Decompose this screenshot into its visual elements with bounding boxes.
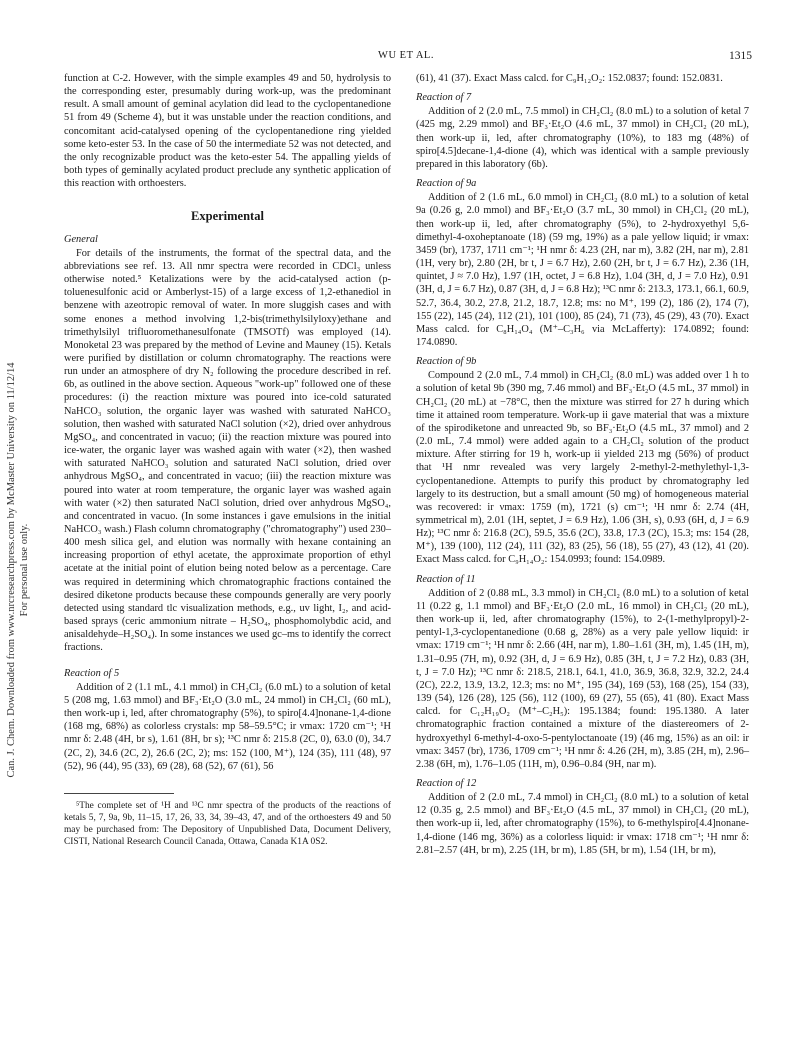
watermark-text	[5, 362, 31, 777]
reaction-5-continued: (61), 41 (37). Exact Mass calcd. for C₉H₁₂O₂: 152.0837; found: 152.0831.	[416, 73, 723, 84]
subhead-general: General	[64, 233, 98, 245]
footnote: ⁵The complete set of ¹H and ¹³C nmr spectra of the products of the reactions of ketals 5, 7, 9a, 9b, 11–15, 17, 26, 33, 34, 39–43, 47, and of the orthoesters 49 and 50 may be purchased from: The Depository of Unpublished Data, Document Delivery, CISTI, National Research Council Canada, Ottawa, Canada K1A 0S2.	[64, 800, 391, 847]
intro-paragraph: function at C-2. However, with the simple examples 49 and 50, hydrolysis to the corresponding ester, presumably during work-up, was the predominant result. A small amount of geminal acylation did lead to the cyclopentanedione 51 from 49 (Scheme 4), but it was unstable under the reaction conditions, and concomitant acid-catalysed opening of the cyclopentanedione ring yielded some keto-ester 53. In the case of 50 the intermediate 52 was not detected, and the only recognizable product was the keto-ester 54. The appalling yields of both types of geminally acylated product preclude any synthetic application of this reaction with orthoesters.	[64, 73, 391, 190]
right-column	[416, 72, 749, 857]
left-column	[64, 72, 391, 848]
section-title-experimental: Experimental	[191, 209, 264, 224]
watermark-line-2: For personal use only.	[19, 523, 30, 617]
running-title: WU ET AL.	[378, 50, 434, 61]
reaction-9b-paragraph: Compound 2 (2.0 mL, 7.4 mmol) in CH₂Cl₂ (8.0 mL) was added over 1 h to a solution of ketal 9b (390 mg, 7.46 mmol) and BF₃·Et₂O (4.5 mL, 37 mmol) in CH₂Cl₂ (20 mL) at −78°C, then the mixture was stirred for 27 h during which time it attained room temperature. Work-up ii gave material that was a mixture of the spirodiketone and unreacted 9b, so BF₃·Et₂O (4.5 mL, 37 mmol) and 2 (2.0 mL, 7.4 mmol) were added again to a CH₂Cl₂ solution of the product mixture. After stirring for 19 h, work-up ii yielded 213 mg (56%) of product that ¹H nmr revealed was very largely 2-methyl-2-methylethyl-1,3-cyclopentanedione. Attempts to purify this product by chromatography led largely to its destruction, but a small amount (50 mg) of homogeneous material was recovered: ir νmax: 1759 (m), 1721 (s) cm⁻¹; ¹H nmr δ: 2.74 (4H, symmetrical m), 2.01 (1H, septet, J = 6.9 Hz), 1.06 (3H, s), 0.93 (6H, d, J = 6.9 Hz); ¹³C nmr δ: 216.8 (2C), 59.5, 35.6 (2C), 33.8, 17.3 (2C), 15.3; ms: 154 (28, M⁺), 139 (100), 112 (24), 111 (32), 83 (25), 56 (18), 55 (27), 43 (12), 41 (20). Exact Mass calcd. for C₉H₁₄O₂: 154.0993; found: 154.0989.	[416, 370, 749, 566]
reaction-7-paragraph: Addition of 2 (2.0 mL, 7.5 mmol) in CH₂Cl₂ (8.0 mL) to a solution of ketal 7 (425 mg, 2.29 mmol) and BF₃·Et₂O (4.6 mL, 37 mmol) in CH₂Cl₂ (20 mL), then work-up ii, led, after chromatography (10%), to 183 mg (48%) of spiro[4.5]decane-1,4-dione (4), which was identical with a sample previously prepared in this laboratory (6b).	[416, 106, 749, 170]
subhead-reaction-12: Reaction of 12	[416, 777, 477, 789]
subhead-reaction-5: Reaction of 5	[64, 667, 120, 679]
watermark-line-1: Can. J. Chem. Downloaded from www.nrcresearchpress.com by McMaster University on 11/12/14	[6, 362, 17, 778]
running-head	[0, 50, 812, 64]
subhead-reaction-9b: Reaction of 9b	[416, 356, 477, 368]
page-number: 1315	[729, 50, 752, 62]
subhead-reaction-7: Reaction of 7	[416, 92, 472, 104]
reaction-11-paragraph: Addition of 2 (0.88 mL, 3.3 mmol) in CH₂Cl₂ (8.0 mL) to a solution of ketal 11 (0.22 g, 1.1 mmol) and BF₃·Et₂O (2.0 mL, 16 mmol) in CH₂Cl₂ (20 mL), then work-up ii, led, after chromatography (15%), to 2-(1-methylpropyl)-2-pentyl-1,3-cyclopentanedione (0.68 g, 28%) as a very pale yellow liquid: ir νmax: 1719 cm⁻¹; ¹H nmr δ: 2.66 (4H, nar m), 1.80–1.61 (3H, m), 1.45 (1H, m), 1.31–0.95 (7H, m), 0.92 (3H, d, J = 6.9 Hz), 0.85 (3H, t, J = 7.2 Hz), 0.83 (3H, t, J = 7.0 Hz); ¹³C nmr δ: 218.5, 218.1, 64.1, 41.0, 36.9, 36.8, 32.9, 32.2, 24.4 (2C), 22.2, 13.9, 13.2, 12.3; ms: no M⁺, 195 (34), 169 (53), 168 (25), 154 (33), 139 (54), 126 (28), 125 (56), 112 (100), 69 (27), 55 (65), 41 (80). Exact Mass calcd. for C₁₂H₁₉O₂ (M⁺–C₂H₅): 195.1384; found: 195.1380. A later chromatographic fraction contained a mixture of the diastereomers of 2-hydroxyethyl 6-methyl-4-oxo-5-pentyloctanoate (19) (46 mg, 15%) as an oil: ir νmax: 3457 (br), 1736, 1709 cm⁻¹; ¹H nmr δ: 4.26 (2H, m), 3.85 (2H, m), 2.96–2.38 (6H, m), 1.76–1.05 (11H, m), 0.96–0.84 (9H, nar m).	[416, 587, 749, 770]
reaction-5-paragraph: Addition of 2 (1.1 mL, 4.1 mmol) in CH₂Cl₂ (6.0 mL) to a solution of ketal 5 (208 mg, 1.63 mmol) and BF₃·Et₂O (3.0 mL, 24 mmol) in CH₂Cl₂ (60 mL), then work-up i, led, after chromatography (5%), to spiro[4.4]nonane-1,4-dione (168 mg, 68%) as colorless crystals: mp 58–59.5°C; ir νmax: 1720 cm⁻¹; ¹H nmr δ: 2.48 (4H, br s), 1.61 (8H, br s); ¹³C nmr δ: 215.8 (2C, 0), 63.0 (0), 34.7 (2C, 2), 34.6 (2C, 2), 26.6 (2C, 2); ms: 152 (100, M⁺), 124 (35), 111 (48), 97 (52), 96 (44), 95 (33), 69 (28), 68 (52), 67 (61), 56	[64, 681, 391, 772]
reaction-12-paragraph: Addition of 2 (2.0 mL, 7.4 mmol) in CH₂Cl₂ (8.0 mL) to a solution of ketal 12 (0.35 g, 2.5 mmol) and BF₃·Et₂O (4.5 mL, 37 mmol) in CH₂Cl₂ (20 mL), then work-up ii, led, after chromatography (15%), to 6-methylspiro[4.4]nonane-1,4-dione (146 mg, 36%) as a colorless liquid: ir νmax: 1718 cm⁻¹; ¹H nmr δ: 2.81–2.57 (4H, br m), 2.25 (1H, br m), 1.85 (5H, br m), 1.54 (1H, br m),	[416, 792, 749, 856]
subhead-reaction-9a: Reaction of 9a	[416, 178, 477, 190]
general-paragraph: For details of the instruments, the format of the spectral data, and the abbreviations see ref. 13. All nmr spectra were recorded in CDCl₃ unless otherwise noted.⁵ Ketalizations were by the acid-catalysed action (p-toluenesulfonic acid or Amberlyst-15) of a large excess of 1,2-ethanediol in benzene with azeotropic removal of water. In more sluggish cases and with some enones a method involving 1,2-bis(trimethylsilyloxy)ethane and trimethylsilyl trifluoromethanesulfonate (TMSOTf) was employed (14). Monoketal 23 was prepared by the method of Levine and Mauney (15). Ketals were purified by distillation or column chromatography. The reactions were run under an atmosphere of dry N₂ following the procedure described in ref. 6b, as outlined in the above section. Aqueous "work-up" followed one of these procedures: (i) the reaction mixture was poured into ice-cold saturated NaHCO₃ solution, the organic layer was washed with saturated NaHCO₃ solution, then washed with saturated NaCl solution (×2), dried over anhydrous MgSO₄, and concentrated in vacuo; (ii) the reaction mixture was poured into ice-water, the organic layer was washed again with water (×2), then washed with saturated NaHCO₃ solution and saturated NaCl solution, dried over anhydrous MgSO₄, and concentrated in vacuo; (iii) the reaction mixture was poured into water at room temperature, the organic layer was washed again with water (×2) then saturated NaCl solution, dried over anhydrous MgSO₄, and concentrated in vacuo. (In some instances i gave emulsions in the initial NaHCO₃ wash.) Flash column chromatography ("chromatography") used 230–400 mesh silica gel, and elution was normally with hexane containing an increasing proportion of ethyl acetate, the approximate proportion of ethyl acetate at the initial point of elution being noted below as a percentage. Care was required in determining which chromatographic fractions contained the desired diketone products because these compounds generally are very poorly detected using standard tlc visualization methods, e.g., uv light, I₂, and acid-based sprays (ceric ammonium nitrate – H₂SO₄, phosphomolybdic acid, and anisaldehyde–H₂SO₄). In some instances we used gc–ms to identify the correct fractions.	[64, 247, 391, 654]
subhead-reaction-11: Reaction of 11	[416, 573, 476, 585]
footnote-divider	[64, 793, 174, 794]
reaction-9a-paragraph: Addition of 2 (1.6 mL, 6.0 mmol) in CH₂Cl₂ (8.0 mL) to a solution of ketal 9a (0.26 g, 2.0 mmol) and BF₃·Et₂O (3.7 mL, 30 mmol) in CH₂Cl₂ (20 mL), then work-up ii, led, after chromatography (5%), to 2-hydroxyethyl 5,6-dimethyl-4-oxoheptanoate (18) (59 mg, 19%) as a pale yellow liquid; ir νmax: 3459 (br), 1737, 1711 cm⁻¹; ¹H nmr δ: 4.23 (2H, nar m), 3.82 (2H, nar m), 2.81 (1H, very br), 2.80 (2H, br t, J = 6.7 Hz), 2.60 (2H, br t, J = 6.7 Hz), 2.36 (1H, quintet, J ≈ 7.0 Hz), 1.97 (1H, octet, J = 6.8 Hz), 1.04 (3H, d, J = 7.0 Hz), 0.91 (3H, d, J = 6.7 Hz), 0.87 (3H, d, J = 6.8 Hz); ¹³C nmr δ: 213.3, 173.1, 66.1, 60.9, 52.7, 36.4, 30.2, 27.8, 21.2, 18.7, 12.8; ms: no M⁺, 199 (2), 186 (2), 174 (7), 155 (22), 145 (24), 112 (21), 101 (100), 85 (24), 71 (73), 45 (29), 43 (70). Exact Mass calcd. for C₈H₁₄O₄ (M⁺–C₃H₆ via McLafferty): 174.0892; found: 174.0890.	[416, 192, 749, 348]
download-watermark	[2, 180, 34, 960]
